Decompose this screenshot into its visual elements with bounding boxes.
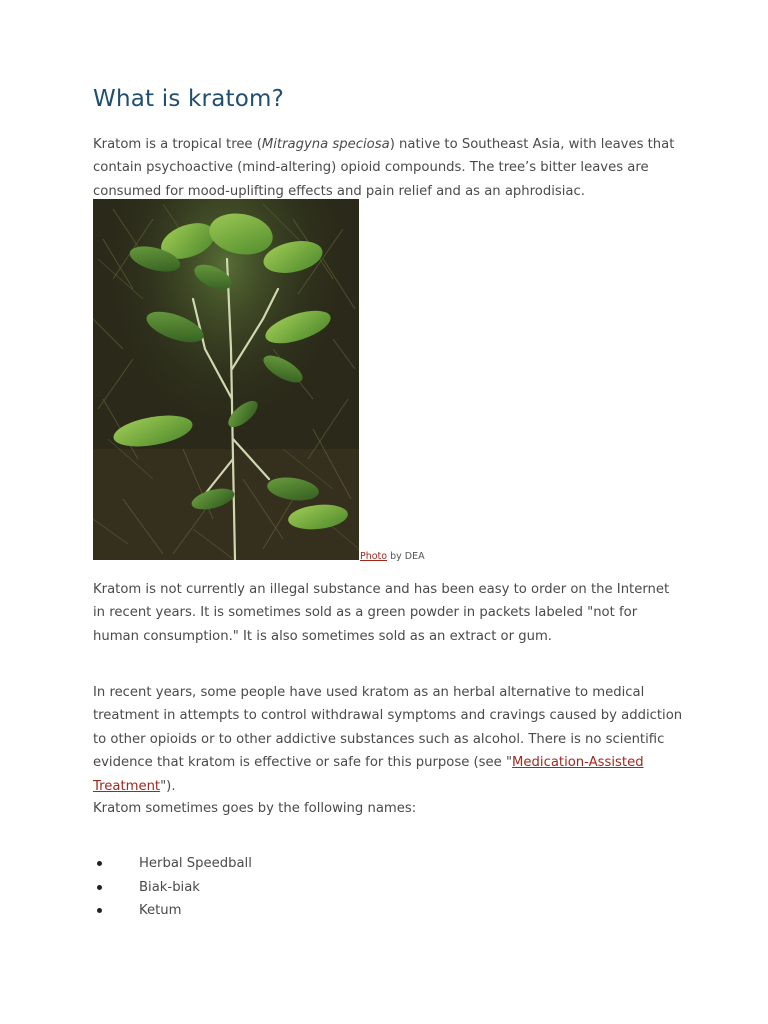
- kratom-names-list: [93, 852, 252, 923]
- medication-assisted-treatment-link[interactable]: Medication-Assisted Treatment: [93, 755, 644, 794]
- photo-credit-link[interactable]: Photo: [360, 551, 388, 562]
- species-name: Mitragyna speciosa: [261, 137, 390, 152]
- bullet-icon: [97, 885, 102, 890]
- page-title: What is kratom?: [93, 86, 284, 112]
- list-item: [93, 852, 252, 876]
- list-item-label: Herbal Speedball: [139, 856, 252, 871]
- list-item: [93, 899, 252, 923]
- herbal-use-paragraph: [93, 681, 683, 798]
- intro-text-end: ) native to Southeast Asia, with leaves that contain psychoactive (mind-altering) opioid compounds. The tree’s bitter leaves are consumed for mood-uplifting effects and pain relief and as an aphrodisiac.: [93, 137, 675, 199]
- legal-status-paragraph: Kratom is not currently an illegal substance and has been easy to order on the Internet in recent years. It is sometimes sold as a green powder in packets labeled "not for human consumption." It is also sometimes sold as an extract or gum.: [93, 582, 670, 644]
- bullet-icon: [97, 908, 102, 913]
- kratom-tree-photo: [93, 199, 359, 560]
- list-item-label: Ketum: [139, 903, 182, 918]
- names-intro: Kratom sometimes goes by the following names:: [93, 801, 417, 816]
- herbal-use-text-end: ").: [160, 778, 176, 794]
- herbal-use-text-start: In recent years, some people have used kratom as an herbal alternative to medical treatment in attempts to control withdrawal symptoms and cravings caused by addiction to other opioids or to other addictive substances such as alcohol. There is no scientific evidence that kratom is effective or safe for this purpose (see ": [93, 685, 683, 771]
- photo-credit: [360, 550, 425, 564]
- intro-paragraph: [93, 133, 683, 203]
- bullet-icon: [97, 861, 102, 866]
- intro-text-start: Kratom is a tropical tree (: [93, 137, 262, 152]
- list-item-label: Biak-biak: [139, 879, 200, 895]
- list-item: [93, 876, 252, 900]
- photo-credit-text: by DEA: [387, 551, 425, 562]
